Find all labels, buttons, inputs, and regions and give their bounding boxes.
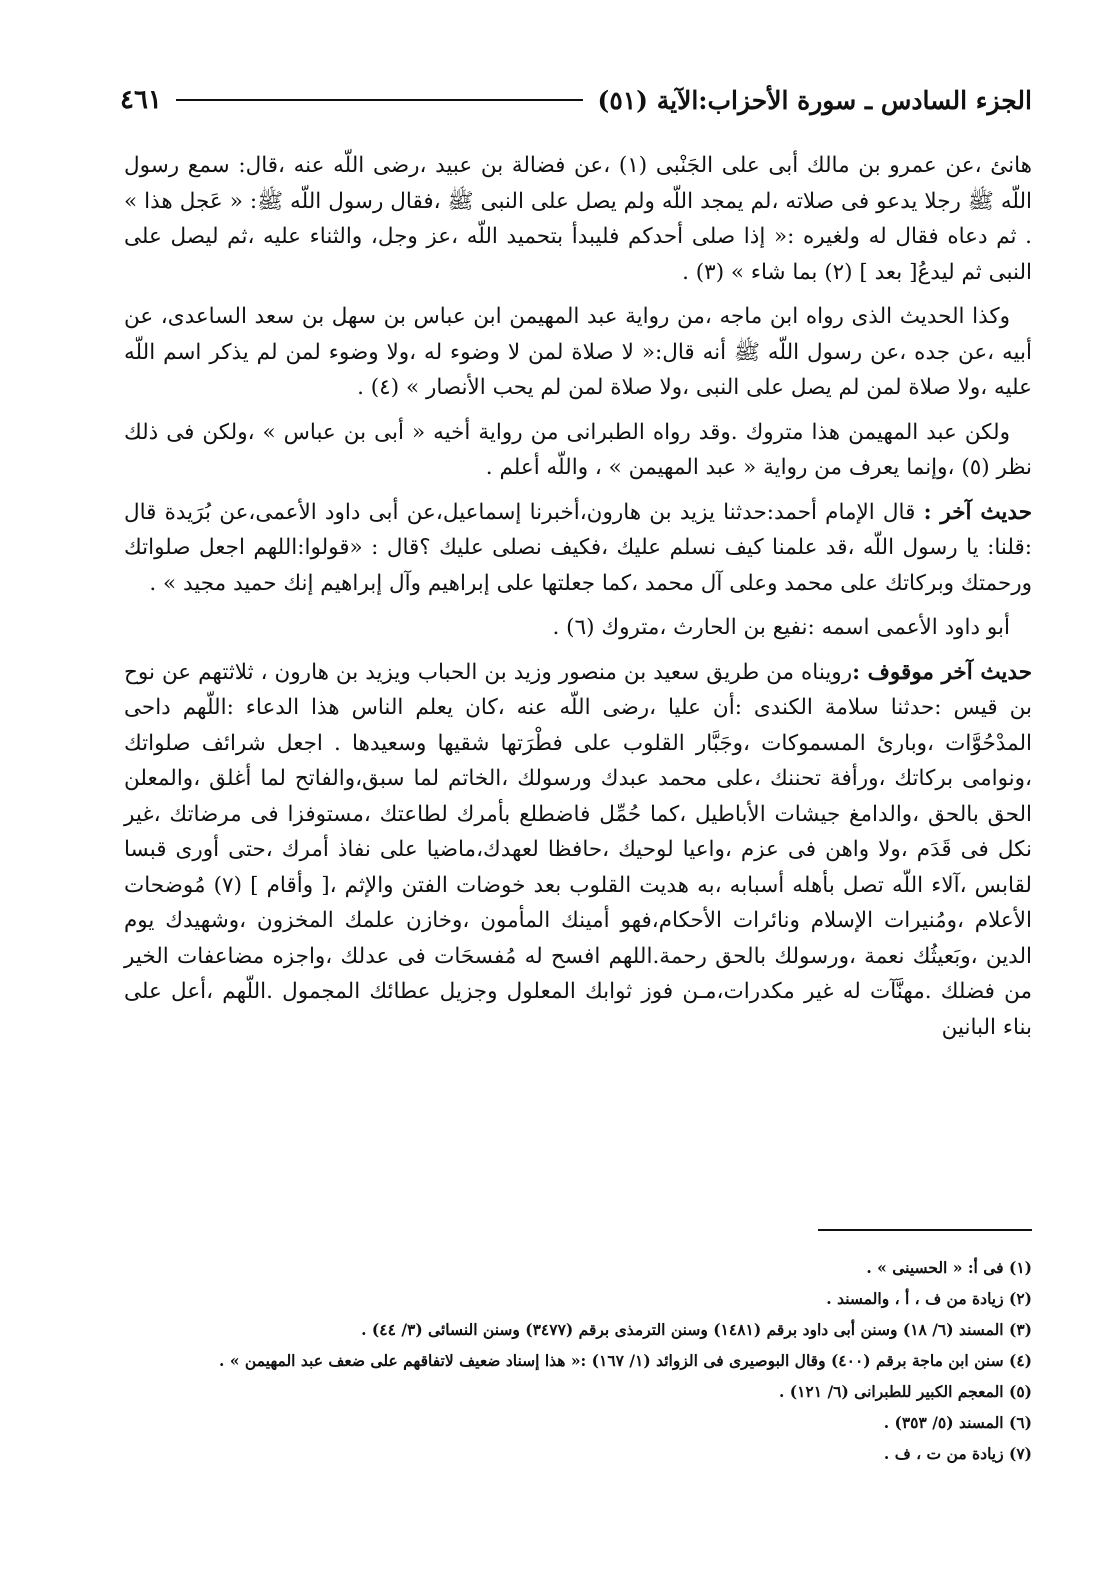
paragraph-text: هانئ ،عن عمرو بن مالك أبى على الجَنْبى (١) ،عن فضالة بن عبيد ،رضى اللّه عنه ،قال: سمع رسول اللّه ﷺ رجلا يدعو فى صلاته ،لم يمجد اللّه ولم يصل على النبى ﷺ ،فقال رسول اللّه ﷺ: « عَجل هذا » . ثم دعاه فقال له ولغيره :« إذا صلى أحدكم فليبدأ بتحميد اللّه ،عز وجل، والثناء عليه ،ثم ليصل على النبى ثم ليدعُ[ بعد ] (٢) بما شاء » (٣) . [124,153,1032,285]
paragraph-text: رويناه من طريق سعيد بن منصور وزيد بن الحباب ويزيد بن هارون ، ثلاثتهم عن نوح بن قيس :حدثنا سلامة الكندى :أن عليا ،رضى اللّه عنه ،كان يعلم الناس هذا الدعاء :اللّهم داحى المدْحُوَّات ،وبارئ المسموكات ،وجَبَّار القلوب على فطْرَتها شقيها وسعيدها . اجعل شرائف صلواتك ،ونوامى بركاتك ،ورأفة تحننك ،على محمد عبدك ورسولك ،الخاتم لما سبق،والفاتح لما أغلق ،والمعلن الحق بالحق ،والدامغ جيشات الأباطيل ،كما حُمِّل فاضطلع بأمرك لطاعتك ،مستوفزا فى مرضاتك ،غير نكل فى قَدَم ،ولا واهن فى عزم ،واعيا لوحيك ،حافظا لعهدك،ماضيا على نفاذ أمرك ،حتى أورى قبسا لقابس ،آلاء اللّه تصل بأهله أسبابه ،به هديت القلوب بعد خوضات الفتن والإثم ،[ وأقام ] (٧) مُوضحات الأعلام ،ومُنيرات الإسلام ونائرات الأحكام،فهو أمينك المأمون ،وخازن علمك المخزون ،وشهيدك يوم الدين ،وبَعيثُك نعمة ،ورسولك بالحق رحمة.اللهم افسح له مُفسحَات فى عدلك ،واجزه مضاعفات الخير من فضلك .مهنَّآت له غير مكدرات،مـن فوز ثوابك المعلول وجزيل عطائك المجمول .اللّهم ،أعل على بناء البانين [124,659,1032,1040]
footnote: (٣) المسند (٦/ ١٨) وسنن أبى داود برقم (١٤٨١) وسنن الترمذى برقم (٣٤٧٧) وسنن النسائى (٣/ ٤٤) . [361,1320,1032,1339]
footnote: (١) فى أ: « الحسينى » . [866,1258,1032,1277]
paragraph-text: ولكن عبد المهيمن هذا متروك .وقد رواه الطبرانى من رواية أخيه « أبى بن عباس » ،ولكن فى ذلك نظر (٥) ،وإنما يعرف من رواية « عبد المهيمن » ، واللّه أعلم . [124,419,1032,480]
running-head-rule [176,99,584,101]
paragraph-lead: حديث آخر : [923,499,1032,525]
paragraph-lead: حديث آخر موقوف : [852,659,1032,685]
footnotes [124,1252,1032,1469]
footnote: (٢) زيادة من ف ، أ ، والمسند . [826,1289,1032,1308]
footnote: (٦) المسند (٥/ ٣٥٣) . [883,1413,1032,1432]
footnote-separator [818,1229,1032,1231]
paragraph [124,415,1032,486]
page-number: ٤٦١ [120,85,162,115]
paragraph [124,655,1032,1046]
running-head [120,80,1032,120]
paragraph [124,495,1032,602]
paragraph [124,148,1032,290]
paragraph [124,610,1032,646]
paragraph-text: وكذا الحديث الذى رواه ابن ماجه ،من رواية عبد المهيمن ابن عباس بن سهل بن سعد الساعدى، عن أبيه ،عن جده ،عن رسول اللّه ﷺ أنه قال:« لا صلاة لمن لا وضوء له ،ولا وضوء لمن لم يذكر اسم اللّه عليه ،ولا صلاة لمن لم يصل على النبى ،ولا صلاة لمن لم يحب الأنصار » (٤) . [124,304,1032,400]
footnote: (٤) سنن ابن ماجة برقم (٤٠٠) وقال البوصيرى فى الزوائد (١/ ١٦٧) :« هذا إسناد ضعيف لاتفاقهم على ضعف عبد المهيمن » . [219,1351,1032,1370]
footnote: (٥) المعجم الكبير للطبرانى (٦/ ١٢١) . [778,1382,1032,1401]
paragraph-text: قال الإمام أحمد:حدثنا يزيد بن هارون،أخبرنا إسماعيل،عن أبى داود الأعمى،عن بُرَيدة قال :قلنا: يا رسول اللّه ،قد علمنا كيف نسلم عليك ،فكيف نصلى عليك ؟قال : «قولوا:اللهم اجعل صلواتك ورحمتك وبركاتك على محمد وعلى آل محمد ،كما جعلتها على إبراهيم وآل إبراهيم إنك حميد مجيد » . [124,499,1032,596]
paragraph [124,299,1032,406]
running-head-title: الجزء السادس ـ سورة الأحزاب:الآية (٥١) [597,85,1032,115]
footnote: (٧) زيادة من ت ، ف . [883,1444,1032,1463]
main-text [124,148,1032,1054]
paragraph-text: أبو داود الأعمى اسمه :نفيع بن الحارث ،متروك (٦) . [552,615,1010,640]
